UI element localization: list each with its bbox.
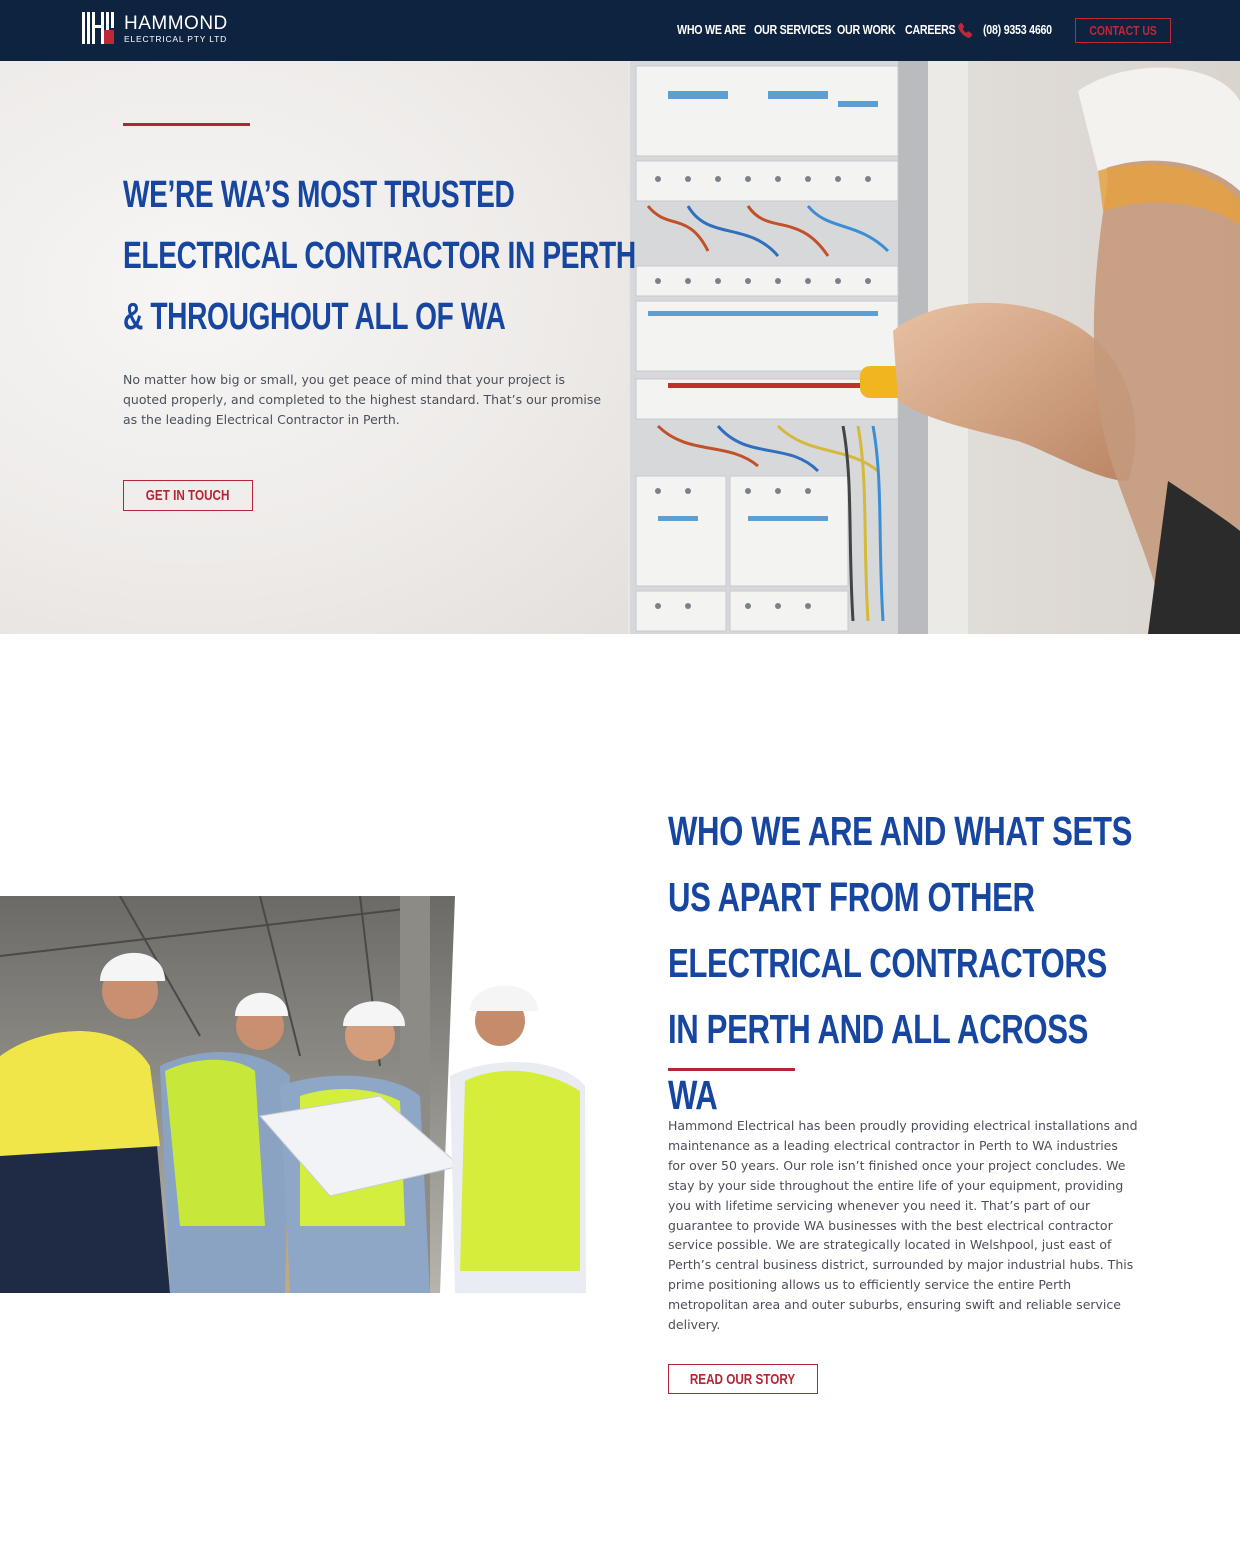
hero-section — [0, 61, 1240, 634]
team-of-electricians-photo — [0, 896, 586, 1293]
brand-name: HAMMOND — [124, 13, 228, 34]
read-our-story-label: READ OUR STORY — [690, 1370, 796, 1388]
contact-us-button[interactable] — [1075, 18, 1171, 43]
logo-mark-icon — [82, 12, 114, 44]
top-navigation-bar — [0, 0, 1240, 61]
get-in-touch-label: GET IN TOUCH — [146, 487, 230, 504]
hero-description: No matter how big or small, you get peace of mind that your project is quoted properly, and completed to the highest standard. That’s our promise as the leading Electrical Contractor in Perth. — [123, 372, 602, 427]
nav-item-careers[interactable]: CAREERS — [905, 22, 956, 37]
get-in-touch-button[interactable] — [123, 480, 253, 511]
hero-title: WE’RE WA’S MOST TRUSTED ELECTRICAL CONTRACTOR IN PERTH & THROUGHOUT ALL OF WA — [123, 174, 636, 338]
nav-item-our-work[interactable]: OUR WORK — [837, 22, 896, 37]
brand-subtitle: ELECTRICAL PTY LTD — [124, 34, 228, 44]
nav-phone-number[interactable]: (08) 9353 4660 — [983, 22, 1052, 37]
nav-item-our-services[interactable]: OUR SERVICES — [754, 22, 832, 37]
brand-logo[interactable] — [82, 12, 232, 46]
hero-accent-rule — [123, 123, 250, 126]
nav-item-who-we-are[interactable]: WHO WE ARE — [677, 22, 746, 37]
about-accent-rule — [668, 1068, 795, 1071]
read-our-story-button[interactable] — [668, 1364, 818, 1394]
contact-us-label: CONTACT US — [1089, 23, 1157, 38]
about-description: Hammond Electrical has been proudly providing electrical installations and maintenance as a leading electrical contractor in Perth to WA industries for over 50 years. Our role isn’t finished once your project concludes. We stay by your side throughout the entire life of your equipment, providing you with lifetime servicing whenever you need it. That’s part of our guarantee to provide WA businesses with the best electrical contractor service possible. We are strategically located in Welshpool, just east of Perth’s central business district, surrounded by major industrial hubs. This prime positioning allows us to efficiently service the entire Perth metropolitan area and outer suburbs, ensuring swift and reliable service delivery. — [668, 1118, 1138, 1333]
phone-icon[interactable] — [955, 21, 975, 41]
electrician-switchboard-photo — [628, 61, 1240, 634]
about-title: WHO WE ARE AND WHAT SETS US APART FROM OTHER ELECTRICAL CONTRACTORS IN PERTH AND ALL ACROSS WA — [668, 808, 1133, 1118]
